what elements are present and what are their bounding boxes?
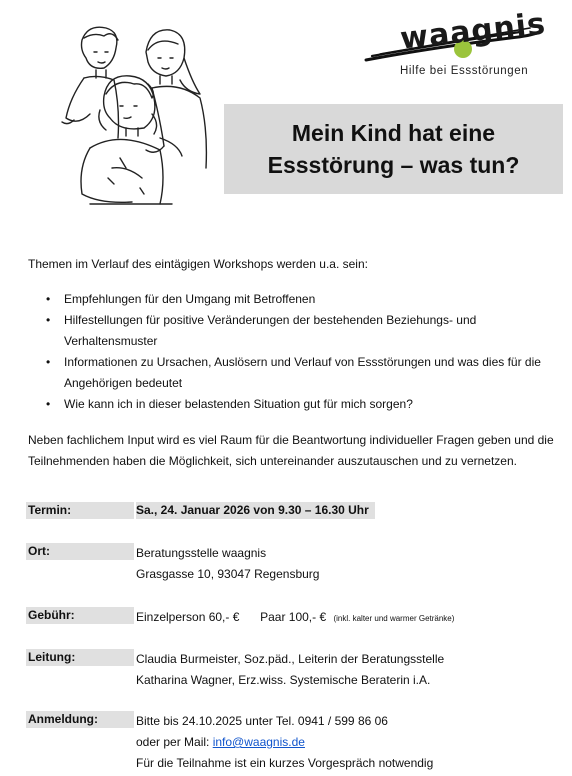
gebuehr-value — [136, 607, 454, 629]
gebuehr-paar: Paar 100,- € — [260, 610, 327, 624]
anmeldung-line-3: Für die Teilnahme ist ein kurzes Vorgespräch notwendig — [136, 756, 434, 770]
title-box — [224, 104, 563, 194]
page-title: Mein Kind hat eine Essstörung – was tun? — [267, 120, 520, 178]
ort-line-1: Beratungsstelle waagnis — [136, 546, 267, 560]
waagnis-logo — [360, 8, 560, 88]
gebuehr-note: (inkl. kalter und warmer Getränke) — [333, 614, 455, 623]
topic-item: • Empfehlungen für den Umgang mit Betroffenen — [46, 289, 556, 310]
description-paragraph: Neben fachlichem Input wird es viel Raum für die Beantwortung individueller Fragen geben und die Teilnehmenden haben die Möglichkeit, sich untereinander auszutauschen und zu vernetzen. — [28, 433, 554, 468]
logo-wordmark: waagnis — [398, 6, 548, 57]
leitung-label: Leitung: — [26, 649, 134, 666]
leitung-line-2: Katharina Wagner, Erz.wiss. Systemische Beraterin i.A. — [136, 673, 431, 687]
topic-item: • Wie kann ich in dieser belastenden Situation gut für mich sorgen? — [46, 394, 556, 415]
termin-value-box — [136, 502, 375, 519]
logo-tagline: Hilfe bei Essstörungen — [400, 65, 529, 77]
gebuehr-einzel: Einzelperson 60,- € — [136, 610, 240, 624]
intro-text: Themen im Verlauf des eintägigen Workshops werden u.a. sein: — [28, 257, 368, 271]
gebuehr-label: Gebühr: — [26, 607, 134, 624]
anmeldung-line-1: Bitte bis 24.10.2025 unter Tel. 0941 / 599 86 06 — [136, 714, 388, 728]
anmeldung-mail-prefix: oder per Mail: — [136, 735, 213, 749]
termin-label: Termin: — [26, 502, 134, 519]
topic-item: • Hilfestellungen für positive Veränderungen der bestehenden Beziehungs- und Verhaltensmuster — [46, 310, 556, 352]
anmeldung-label: Anmeldung: — [26, 711, 134, 728]
email-link[interactable]: info@waagnis.de — [212, 735, 305, 749]
ort-label: Ort: — [26, 543, 134, 560]
family-illustration — [60, 18, 220, 208]
termin-value: Sa., 24. Januar 2026 von 9.30 – 16.30 Uhr — [136, 503, 369, 517]
topic-item: • Informationen zu Ursachen, Auslösern und Verlauf von Essstörungen und was dies für die Angehörigen bedeutet — [46, 352, 556, 394]
topic-list — [46, 289, 556, 415]
anmeldung-value — [136, 711, 433, 774]
leitung-line-1: Claudia Burmeister, Soz.päd., Leiterin der Beratungsstelle — [136, 652, 445, 666]
ort-value — [136, 543, 319, 585]
leitung-value — [136, 649, 444, 691]
ort-line-2: Grasgasse 10, 93047 Regensburg — [136, 567, 320, 581]
